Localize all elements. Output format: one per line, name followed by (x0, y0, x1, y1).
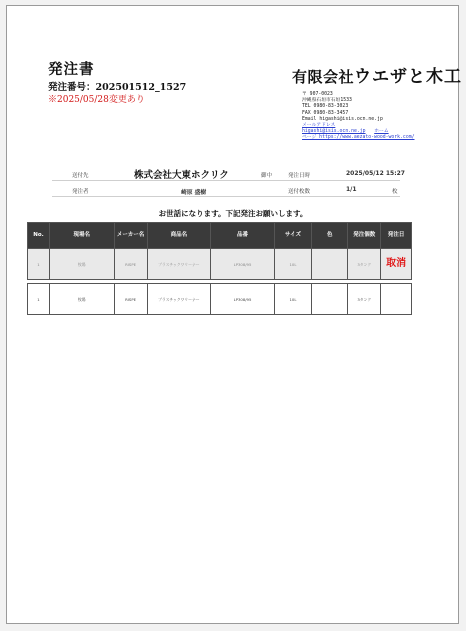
logo-name: ウエザと木工 (354, 67, 463, 87)
cell-maker: RISPE (114, 284, 147, 315)
order-table (27, 222, 412, 315)
orderer-label: 発注者 (72, 189, 89, 195)
cell-color (312, 284, 348, 315)
table-row (28, 249, 412, 280)
company-logo (292, 62, 462, 87)
order-date-label: 発注日時 (288, 173, 311, 179)
change-note: ※2025/05/28変更あり (48, 95, 145, 105)
company-email: Email higashi@isis.ocn.ne.jp (302, 116, 383, 122)
cell-product: プラスチックワリーナー (147, 284, 211, 315)
recipient-honorific: 御中 (261, 173, 273, 179)
header-no: No. (28, 223, 50, 249)
company-address: 沖縄県石垣市石垣1533 (302, 98, 352, 104)
header-color: 色 (312, 223, 348, 249)
cell-qty: 3タンク (348, 249, 381, 280)
order-number: 発注番号：202501512_1527 (48, 82, 187, 93)
header-size: サイズ (274, 223, 311, 249)
cell-size: 10L (274, 249, 311, 280)
company-fax: FAX 0980-83-3457 (302, 110, 349, 116)
cell-part: LP308/95 (211, 249, 275, 280)
order-date-value: 2025/05/12 15:27 (346, 170, 405, 177)
homepage-label-link[interactable]: ホーム (374, 129, 389, 135)
recipient-row (52, 166, 405, 181)
cell-size: 10L (274, 284, 311, 315)
pages-label: 送付枚数 (288, 189, 311, 195)
header-product: 商品名 (147, 223, 211, 249)
orderer-row (52, 182, 400, 197)
cell-maker: RISPE (114, 249, 147, 280)
mail-link[interactable]: higashi@isis.ocn.ne.jp (302, 129, 366, 135)
header-maker: メーカー名 (114, 223, 147, 249)
pages-value: 1/1 (346, 186, 357, 193)
cell-qty: 3タンク (348, 284, 381, 315)
table-header-row (28, 223, 412, 249)
cell-no: 1 (28, 249, 50, 280)
header-site: 現場名 (49, 223, 114, 249)
pages-unit: 枚 (392, 189, 398, 195)
homepage-link[interactable]: ページ https://www.aezato-wood-work.com/ (302, 135, 415, 141)
greeting: お世話になります。下記発注お願いします。 (158, 209, 308, 218)
header-qty: 発注個数 (348, 223, 381, 249)
recipient-name: 株式会社大東ホクリク (134, 170, 229, 181)
recipient-label: 送付先 (72, 173, 89, 179)
header-part: 品番 (211, 223, 275, 249)
cell-status (381, 249, 412, 280)
table-row (28, 284, 412, 315)
mail-label-link[interactable]: メールアドレス (302, 123, 336, 129)
header-date: 発注日 (381, 223, 412, 249)
cell-product: プラスチックワリーナー (147, 249, 211, 280)
cell-part: LP308/95 (211, 284, 275, 315)
company-info (302, 92, 452, 142)
cancel-mark: 取消 (386, 258, 407, 269)
cell-color (312, 249, 348, 280)
cell-no: 1 (28, 284, 50, 315)
company-tel: TEL 0980-83-3023 (302, 104, 349, 110)
cell-site: 牧場 (49, 249, 114, 280)
company-postal: 〒 907-0023 (302, 92, 333, 97)
logo-prefix: 有限会社 (292, 68, 355, 86)
cell-site: 牧場 (49, 284, 114, 315)
cell-status (381, 284, 412, 315)
document-title: 発注書 (48, 61, 95, 78)
orderer-name: 崎原 盛樹 (181, 190, 207, 196)
